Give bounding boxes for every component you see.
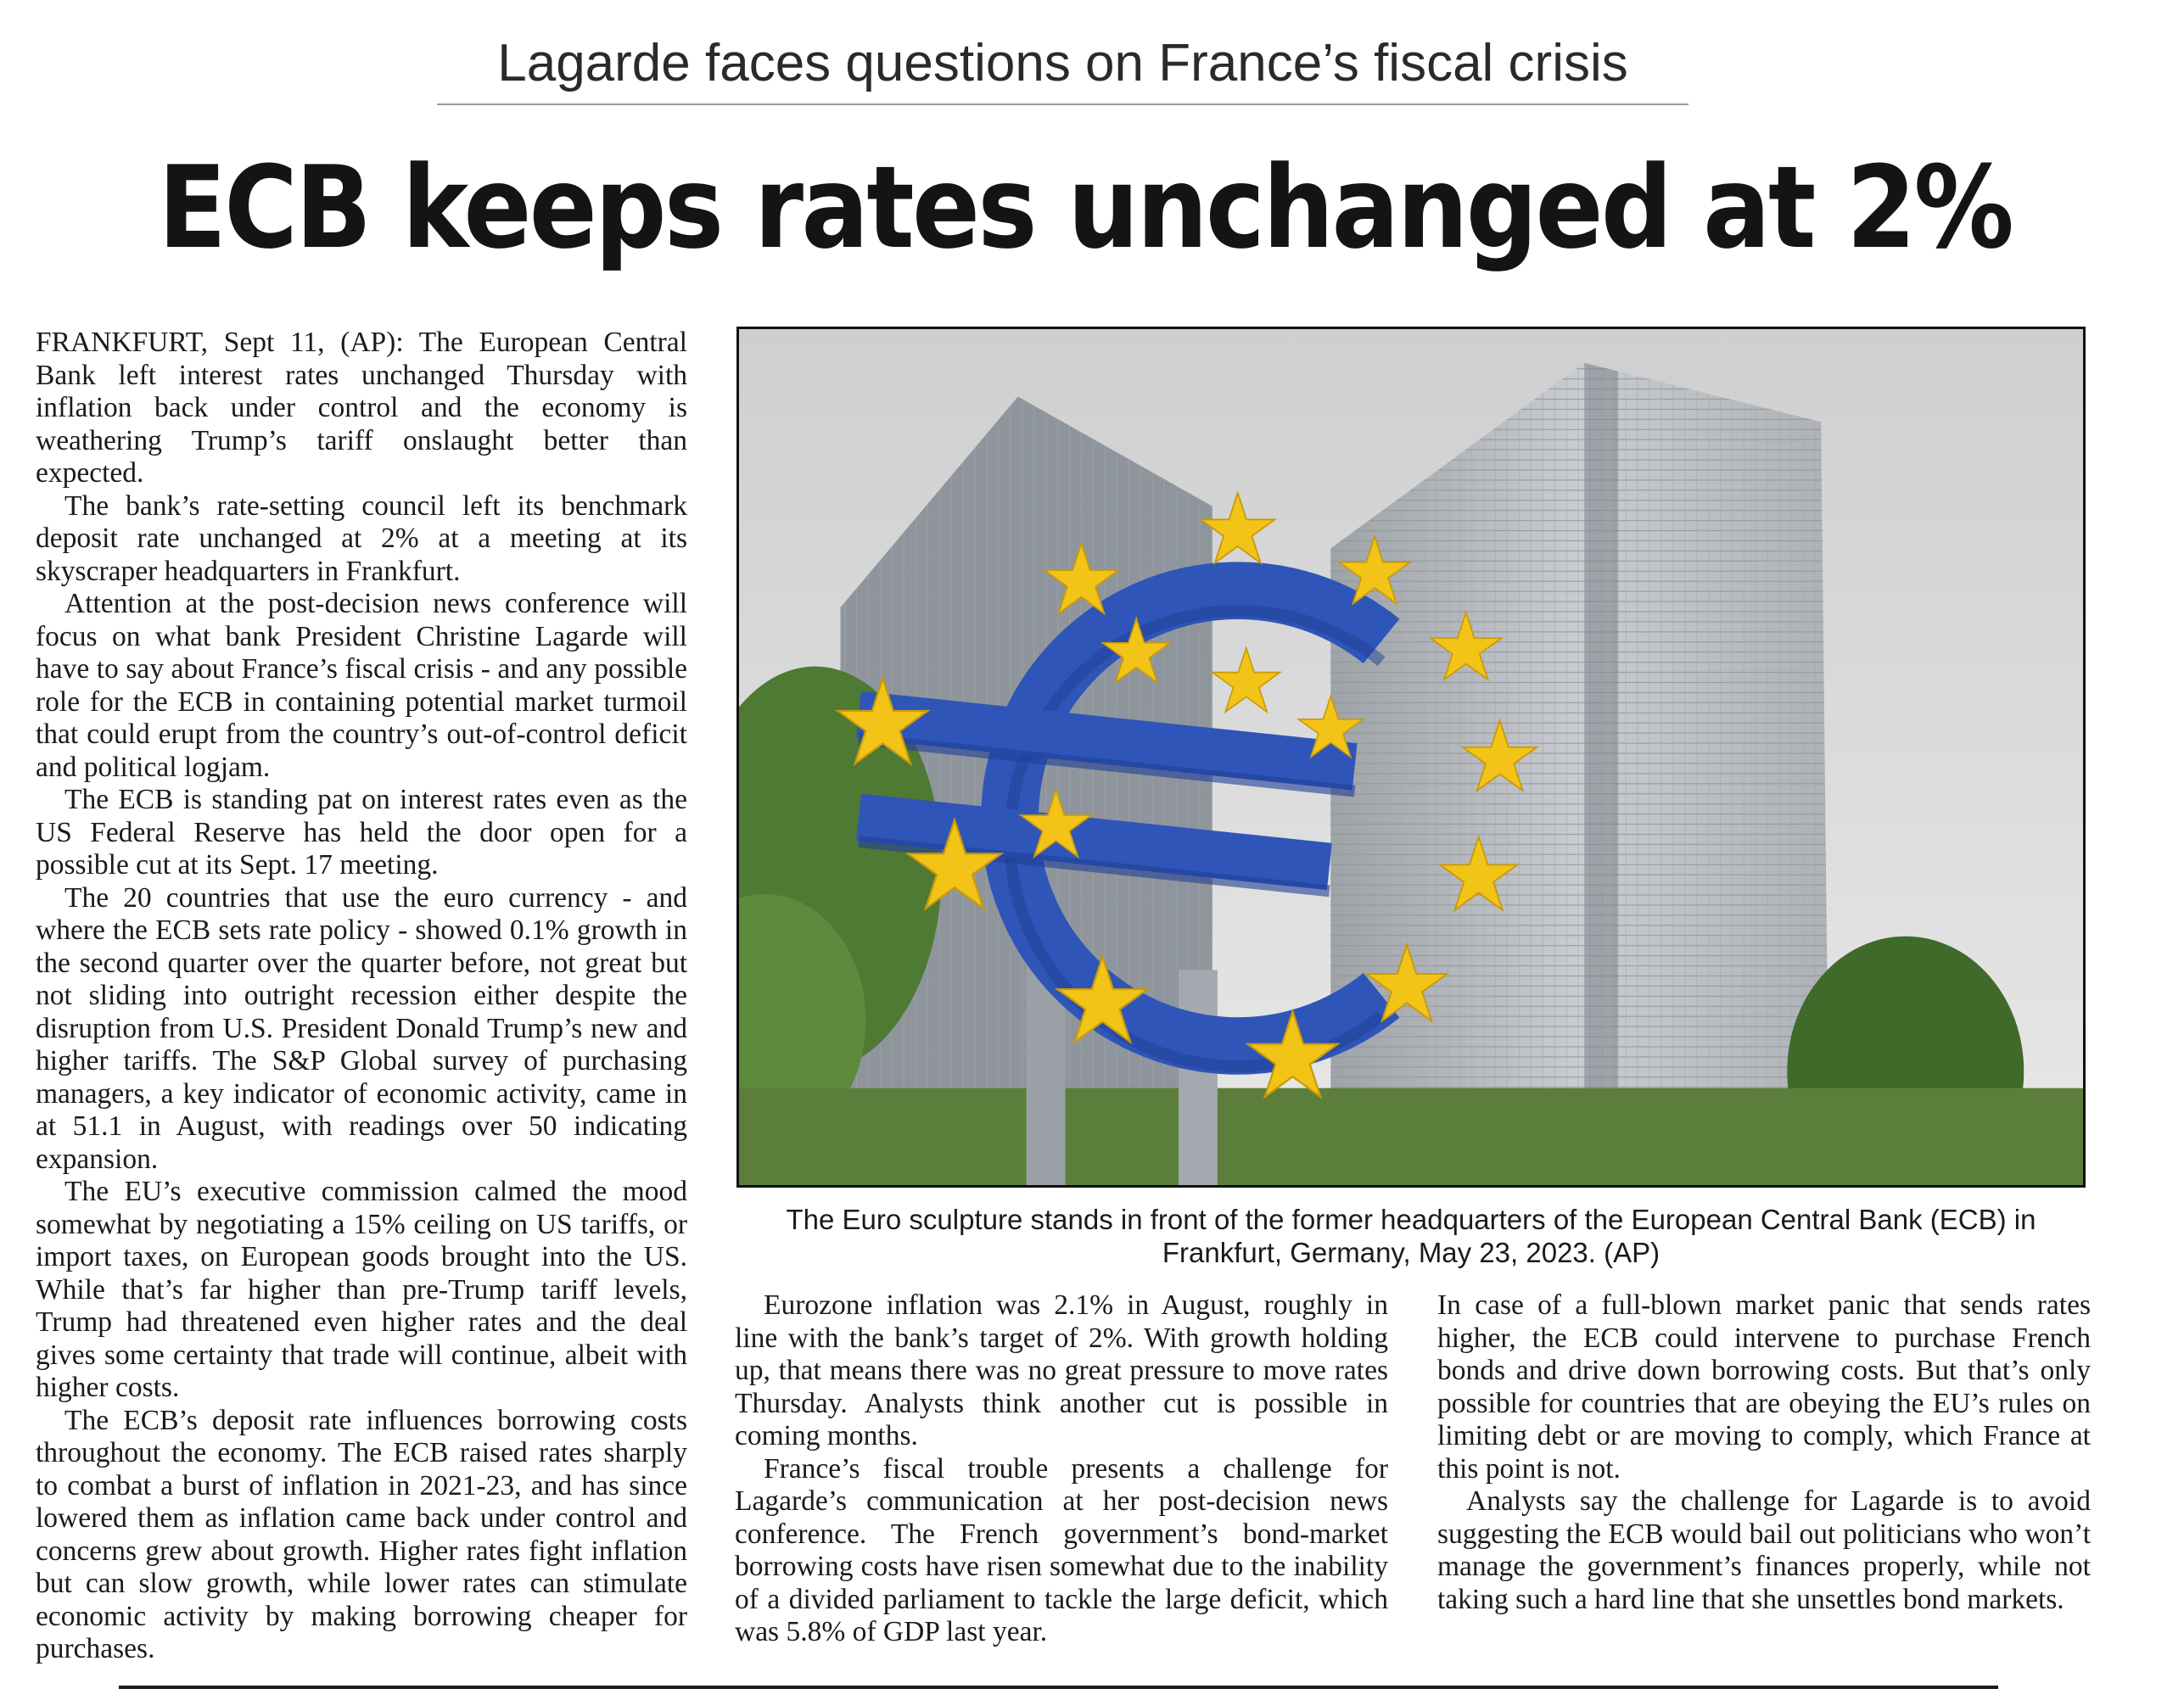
article-photo (736, 327, 2086, 1188)
article-column-left (36, 327, 687, 1666)
article-column-right (1437, 1289, 2091, 1616)
photo-caption (735, 1203, 2087, 1269)
article-headline: ECB keeps rates unchanged at 2% (158, 142, 2013, 274)
article-paragraph: The ECB is standing pat on interest rates even as the US Federal Reserve has held the door open for a possible cut at its Sept. 17 meeting. (36, 784, 687, 881)
page-bottom-divider (119, 1686, 1998, 1689)
photo-caption-line: The Euro sculpture stands in front of the former headquarters of the European Central Bank (ECB) in (786, 1204, 2036, 1235)
article-kicker: Lagarde faces questions on France’s fiscal crisis (497, 34, 1628, 92)
euro-sculpture-photo (739, 329, 2083, 1185)
article-column-middle (735, 1289, 1388, 1649)
article-paragraph: The ECB’s deposit rate influences borrowing costs throughout the economy. The ECB raised rates sharply to combat a burst of inflation in 2021-23, and has since lowered them as inflation came back under control and concerns grew about growth. Higher rates fight inflation but can slow growth, while lower rates can stimulate economic activity by making borrowing cheaper for purchases. (36, 1404, 687, 1664)
article-paragraph: Attention at the post-decision news conference will focus on what bank President Christine Lagarde will have to say about France’s fiscal crisis - and any possible role for the ECB in containing potential market turmoil that could erupt from the country’s out-of-control deficit and political logjam. (36, 588, 687, 783)
article-paragraph: The 20 countries that use the euro currency - and where the ECB sets rate policy - showed 0.1% growth in the second quarter over the quarter before, not great but not sliding into outright recession either despite the disruption from U.S. President Donald Trump’s new and higher tariffs. The S&P Global survey of purchasing managers, a key indicator of economic activity, came in at 51.1 in August, with readings over 50 indicating expansion. (36, 881, 687, 1175)
article-paragraph: The EU’s executive commission calmed the mood somewhat by negotiating a 15% ceiling on US tariffs, or import taxes, on European goods brought into the US. While that’s far higher than pre-Trump tariff levels, Trump had threatened even higher rates and the deal gives some certainty that trade will continue, albeit with higher costs. (36, 1176, 687, 1403)
article-paragraph: France’s fiscal trouble presents a challenge for Lagarde’s communication at her post-decision news conference. The French government’s bond-market borrowing costs have risen somewhat due to the inability of a divided parliament to tackle the large deficit, which was 5.8% of GDP last year. (735, 1452, 1388, 1647)
kicker-divider (437, 103, 1688, 105)
article-paragraph: Analysts say the challenge for Lagarde is to avoid suggesting the ECB would bail out politicians who won’t manage the government’s finances properly, while not taking such a hard line that she unsettles bond markets. (1437, 1485, 2091, 1615)
article-paragraph: In case of a full-blown market panic that sends rates higher, the ECB could intervene to purchase French bonds and drive down borrowing costs. But that’s only possible for countries that are obeying the EU’s rules on limiting debt or are moving to comply, which France at this point is not. (1437, 1289, 2091, 1485)
article-paragraph: The bank’s rate-setting council left its benchmark deposit rate unchanged at 2% at a meeting at its skyscraper headquarters in Frankfurt. (36, 489, 687, 587)
article-paragraph: FRANKFURT, Sept 11, (AP): The European Central Bank left interest rates unchanged Thursday with inflation back under control and the economy is weathering Trump’s tariff onslaught better than expected. (36, 327, 687, 489)
article-paragraph: Eurozone inflation was 2.1% in August, roughly in line with the bank’s target of 2%. With growth holding up, that means there was no great pressure to move rates Thursday. Analysts think another cut is possible in coming months. (735, 1289, 1388, 1451)
photo-caption-line: Frankfurt, Germany, May 23, 2023. (AP) (1162, 1237, 1660, 1268)
